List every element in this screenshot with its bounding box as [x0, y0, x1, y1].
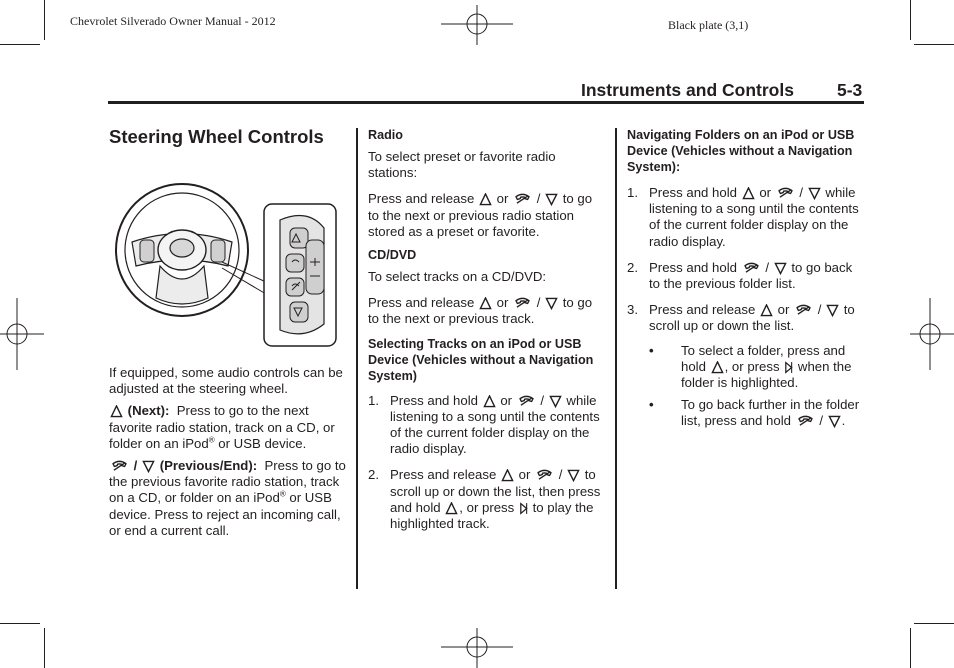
bullet-text: To go back further in the folder list, press and hold	[681, 397, 860, 429]
registration-target-top	[441, 5, 513, 45]
press-hold-text: Press and hold	[649, 259, 737, 275]
up-icon	[483, 395, 496, 408]
registration-target-left	[0, 298, 44, 370]
bullet-text: To select a folder, press and hold	[681, 342, 846, 374]
next-text: Press to go to the next favorite radio station, track on a CD, or folder on an iPod	[109, 403, 335, 451]
crop-mark	[910, 628, 911, 668]
crop-mark	[0, 44, 40, 45]
step-text: to scroll up or down the list, then press and hold	[390, 467, 601, 515]
down-icon	[826, 304, 839, 317]
registered-mark: ®	[279, 490, 286, 500]
previous-down-icon	[142, 460, 155, 473]
up-icon	[742, 187, 755, 200]
phone-icon	[517, 395, 536, 408]
up-icon	[501, 469, 514, 482]
column-divider	[356, 128, 358, 589]
or-text: or	[759, 185, 772, 200]
next-up-icon	[110, 405, 123, 418]
list-item	[627, 343, 865, 392]
up-icon	[445, 502, 458, 515]
slash: /	[819, 413, 823, 429]
step-text: to scroll up or down the list.	[649, 302, 855, 334]
step-text: , or press	[459, 499, 515, 515]
crop-mark	[914, 44, 954, 45]
cd-heading: CD/DVD	[368, 248, 417, 263]
step-number: 2.	[368, 467, 379, 483]
next-text-end: or USB device.	[214, 435, 307, 451]
intro-paragraph: If equipped, some audio controls can be adjusted at the steering wheel.	[109, 365, 343, 397]
down-icon	[545, 297, 558, 310]
slash: /	[765, 259, 769, 275]
press-release-text: Press and release	[368, 295, 475, 311]
right-column-text	[627, 127, 865, 430]
slash: /	[133, 458, 138, 474]
press-hold-text: Press and hold	[390, 392, 478, 408]
bullet-text: , or press	[724, 358, 780, 374]
radio-text: to go to the next or previous radio station stored as a preset or favorite.	[368, 191, 593, 239]
down-icon	[808, 187, 821, 200]
header-rule	[108, 101, 864, 104]
next-paragraph	[109, 403, 347, 452]
step-text: while listening to a song until the contents of the current folder display on the radio display.	[649, 185, 859, 249]
down-icon	[545, 193, 558, 206]
press-release-text: Press and release	[368, 191, 475, 207]
phone-icon	[796, 415, 815, 428]
registration-target-right	[910, 298, 954, 370]
press-release-text: Press and release	[390, 467, 497, 483]
up-icon	[760, 304, 773, 317]
step-number: 3.	[627, 302, 638, 318]
list-item	[627, 185, 865, 250]
column-divider	[615, 128, 617, 589]
slash: /	[536, 295, 541, 311]
list-item	[627, 260, 865, 292]
slash: /	[536, 191, 541, 207]
section-title: Instruments and Controls	[581, 80, 794, 100]
play-icon	[784, 361, 793, 374]
page-heading: Steering Wheel Controls	[109, 126, 324, 147]
next-label: (Next):	[127, 403, 170, 419]
phone-end-icon	[110, 460, 129, 473]
middle-column-text	[368, 127, 606, 532]
down-icon	[567, 469, 580, 482]
phone-icon	[513, 193, 532, 206]
manual-title: Chevrolet Silverado Owner Manual - 2012	[70, 14, 276, 28]
phone-icon	[794, 304, 813, 317]
or-text: or	[500, 392, 513, 408]
crop-mark	[44, 628, 45, 668]
bullet-text: .	[841, 413, 846, 429]
previous-label: (Previous/End):	[159, 458, 258, 474]
step-text: to go back to the previous folder list.	[649, 259, 853, 292]
list-item	[368, 467, 606, 532]
phone-icon	[513, 297, 532, 310]
left-column-text	[109, 365, 347, 539]
slash: /	[540, 392, 545, 408]
slash: /	[558, 467, 563, 483]
down-icon	[774, 262, 787, 275]
phone-icon	[535, 469, 554, 482]
list-item	[627, 302, 865, 334]
crop-mark	[910, 0, 911, 40]
slash: /	[799, 185, 804, 200]
previous-text: Press to go to the previous favorite radio station, track on a CD, or folder on an iPod	[109, 458, 346, 506]
or-text: or	[518, 467, 531, 483]
phone-icon	[742, 262, 761, 275]
or-text: or	[496, 295, 509, 311]
down-icon	[549, 395, 562, 408]
cd-instruction	[368, 295, 606, 327]
steering-wheel-illustration	[110, 170, 340, 350]
up-icon	[479, 297, 492, 310]
page-number: 5-3	[837, 80, 863, 100]
folders-heading: Navigating Folders on an iPod or USB Device (Vehicles without a Navigation System):	[627, 128, 855, 174]
previous-text-end: or USB device. Press to reject an incoming call, or end a current call.	[109, 490, 341, 538]
up-icon	[479, 193, 492, 206]
radio-instruction	[368, 191, 606, 240]
cd-intro: To select tracks on a CD/DVD:	[368, 269, 547, 285]
crop-mark	[44, 0, 45, 40]
step-text: to play the highlighted track.	[390, 499, 594, 532]
step-number: 2.	[627, 259, 638, 275]
ipod-heading: Selecting Tracks on an iPod or USB Device (Vehicles without a Navigation System)	[368, 336, 594, 383]
crop-mark	[914, 623, 954, 624]
step-number: 1.	[627, 185, 638, 200]
crop-mark	[0, 623, 40, 624]
bullet: •	[649, 397, 654, 413]
cd-text: to go to the next or previous track.	[368, 295, 593, 327]
list-item	[627, 397, 865, 429]
play-icon	[519, 502, 528, 515]
step-number: 1.	[368, 392, 379, 408]
or-text: or	[777, 302, 790, 318]
plate-label: Black plate (3,1)	[668, 18, 749, 32]
previous-paragraph	[109, 458, 347, 539]
press-release-text: Press and release	[649, 302, 756, 318]
radio-intro: To select preset or favorite radio stations:	[368, 149, 556, 181]
step-text: while listening to a song until the contents of the current folder display on the radio display.	[390, 392, 600, 457]
registration-target-bottom	[441, 628, 513, 668]
registered-mark: ®	[208, 435, 215, 445]
or-text: or	[496, 191, 509, 207]
down-icon	[828, 415, 841, 428]
slash: /	[817, 302, 822, 318]
bullet-text: when the folder is highlighted.	[681, 358, 852, 391]
phone-icon	[776, 187, 795, 200]
list-item	[368, 393, 606, 458]
press-hold-text: Press and hold	[649, 185, 737, 200]
radio-heading: Radio	[368, 128, 403, 142]
bullet: •	[649, 342, 654, 358]
up-icon	[711, 361, 724, 374]
